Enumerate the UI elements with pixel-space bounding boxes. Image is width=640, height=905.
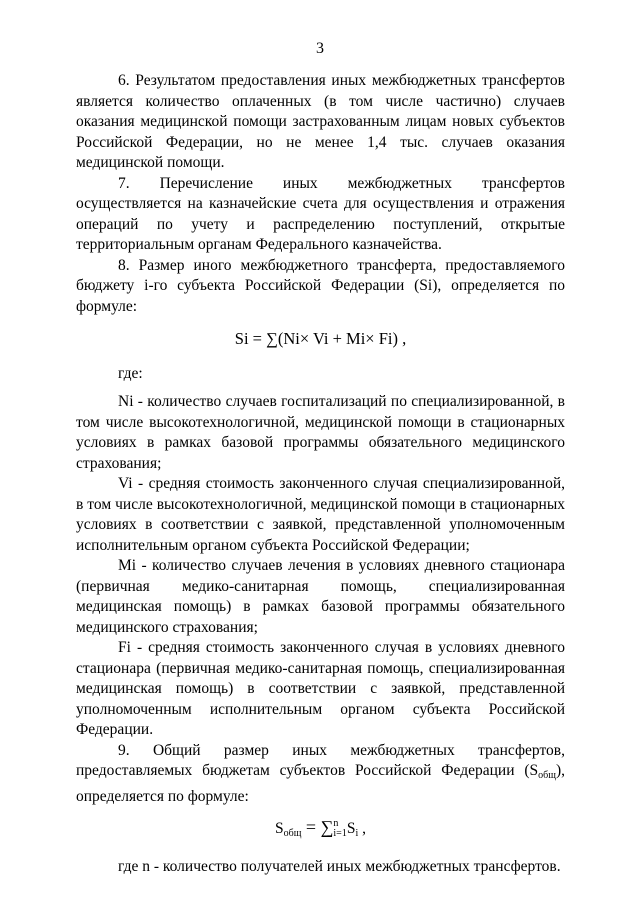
formula-si: Si = ∑(Ni× Vi + Mi× Fi) , bbox=[234, 329, 407, 348]
paragraph-8: 8. Размер иного межбюджетного трансферта, предоставляемого бюджету i-го субъекта Российской Федерации (Si), определяется по формуле: bbox=[76, 256, 565, 315]
where-label: где: bbox=[118, 364, 143, 382]
paragraph-6: 6. Результатом предоставления иных межбюджетных трансфертов является количество оплаченных (в том числе частично) случаев оказания медицинской помощи застрахованным лицам новых субъектов Российской Федерации, но не менее 1,4 тыс. случаев оказания медицинской помощи. bbox=[76, 72, 565, 171]
formula-total-term-sub: i bbox=[355, 828, 359, 839]
definition-fi: Fi - средняя стоимость законченного случая в условиях дневного стационара (первичная медико-санитарная помощь, специализированная медицинская помощь) в соответствии с заявкой, представленной уполномоченным исполнительным органом субъекта Российской Федерации. bbox=[76, 639, 565, 738]
formula-total-tail: , bbox=[358, 820, 366, 837]
paragraph-7: 7. Перечисление иных межбюджетных трансфертов осуществляется на казначейские счета для осуществления и отражения операций по учету и распределению поступлений, открытые территориальным органам Федерального казначейства. bbox=[76, 174, 565, 253]
definition-mi: Mi - количество случаев лечения в условиях дневного стационара (первичная медико-санитарная помощь, специализированная медицинская помощь) в рамках базовой программы обязательного медицинского страхования; bbox=[76, 557, 565, 636]
page-number: 3 bbox=[316, 40, 324, 57]
paragraph-9-end: ), определяется по формуле: bbox=[76, 762, 565, 805]
formula-total-lhs: S bbox=[275, 820, 284, 837]
paragraph-9-subscript: общ bbox=[538, 770, 556, 781]
formula-total-lhs-sub: общ bbox=[283, 828, 302, 839]
formula-total-sum: = ∑ bbox=[301, 817, 334, 837]
definition-ni: Ni - количество случаев госпитализаций по специализированной, в том числе высокотехнологичной, медицинской помощи в стационарных условиях в рамках базовой программы обязательного медицинского страхования; bbox=[76, 393, 565, 472]
formula-total bbox=[76, 817, 565, 845]
formula-total-term: S bbox=[346, 820, 356, 837]
where-n-definition: где n - количество получателей иных межбюджетных трансфертов. bbox=[118, 857, 561, 875]
definition-vi: Vi - средняя стоимость законченного случая специализированной, в том числе высокотехнологичной, медицинской помощи в стационарных условиях в соответствии с заявкой, представленной уполномоченным исполнительным органом субъекта Российской Федерации; bbox=[76, 475, 565, 554]
document-body bbox=[76, 71, 565, 877]
formula-total-sum-sup: n bbox=[333, 818, 339, 830]
formula-total-sum-sub: i=1 bbox=[333, 828, 347, 840]
paragraph-9-text: 9. Общий размер иных межбюджетных трансфертов, предоставляемых бюджетам субъектов Российской Федерации (S bbox=[76, 741, 565, 779]
paragraph-9 bbox=[76, 741, 565, 808]
